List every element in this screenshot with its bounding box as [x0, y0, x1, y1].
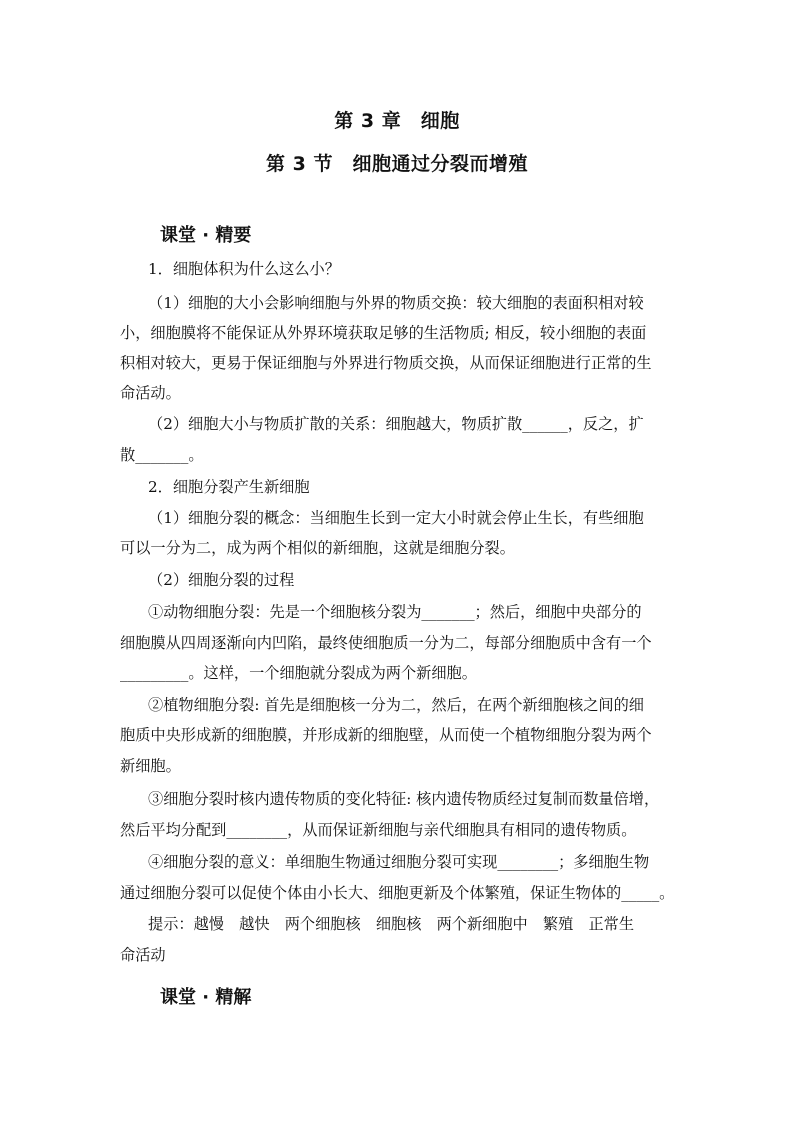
paragraph-line: 命活动。: [120, 384, 181, 402]
paragraph-line: （1）细胞的大小会影响细胞与外界的物质交换：较大细胞的表面积相对较: [148, 294, 644, 312]
paragraph-line: ②植物细胞分裂: 首先是细胞核一分为二，然后，在两个新细胞核之间的细: [148, 696, 644, 714]
paragraph-line: ④细胞分裂的意义：单细胞生物通过细胞分裂可实现________；多细胞生物: [148, 853, 650, 871]
paragraph-line: 通过细胞分裂可以促使个体由小长大、细胞更新及个体繁殖，保证生物体的_____。: [120, 884, 675, 902]
question-heading: 1．细胞体积为什么这么小？: [148, 260, 340, 278]
paragraph-line: _________。这样，一个细胞就分裂成为两个新细胞。: [120, 664, 477, 682]
paragraph-line: （2）细胞分裂的过程: [148, 571, 295, 589]
section-title: 第 3 节 细胞通过分裂而增殖: [266, 153, 528, 175]
chapter-title: 第 3 章 细胞: [334, 110, 460, 132]
paragraph-line: 积相对较大，更易于保证细胞与外界进行物质交换，从而保证细胞进行正常的生: [120, 354, 652, 372]
question-heading: 2．细胞分裂产生新细胞: [148, 478, 310, 496]
section-heading-essentials: 课堂 · 精要: [160, 225, 252, 246]
paragraph-line: ①动物细胞分裂：先是一个细胞核分裂为_______；然后，细胞中央部分的: [148, 603, 642, 621]
paragraph-line: （2）细胞大小与物质扩散的关系：细胞越大，物质扩散______，反之，扩: [148, 415, 644, 433]
paragraph-line: 细胞膜从四周逐渐向内凹陷，最终使细胞质一分为二，每部分细胞质中含有一个: [120, 634, 652, 652]
paragraph-line: ③细胞分裂时核内遗传物质的变化特征: 核内遗传物质经过复制而数量倍增，: [148, 790, 660, 808]
paragraph-line: 然后平均分配到________，从而保证新细胞与亲代细胞具有相同的遗传物质。: [120, 821, 637, 839]
paragraph-line: 胞质中央形成新的细胞膜，并形成新的细胞壁，从而使一个植物细胞分裂为两个: [120, 726, 652, 744]
hint-line: 提示：越慢 越快 两个细胞核 细胞核 两个新细胞中 繁殖 正常生: [148, 915, 634, 933]
paragraph-line: 小，细胞膜将不能保证从外界环境获取足够的生活物质; 相反，较小细胞的表面: [120, 324, 647, 342]
paragraph-line: 可以一分为二，成为两个相似的新细胞，这就是细胞分裂。: [120, 539, 515, 557]
paragraph-line: 新细胞。: [120, 757, 181, 775]
section-heading-explanation: 课堂 · 精解: [160, 987, 252, 1008]
paragraph-line: 散_______。: [120, 446, 204, 464]
hint-line: 命活动: [120, 946, 166, 964]
paragraph-line: （1）细胞分裂的概念：当细胞生长到一定大小时就会停止生长，有些细胞: [148, 509, 644, 527]
